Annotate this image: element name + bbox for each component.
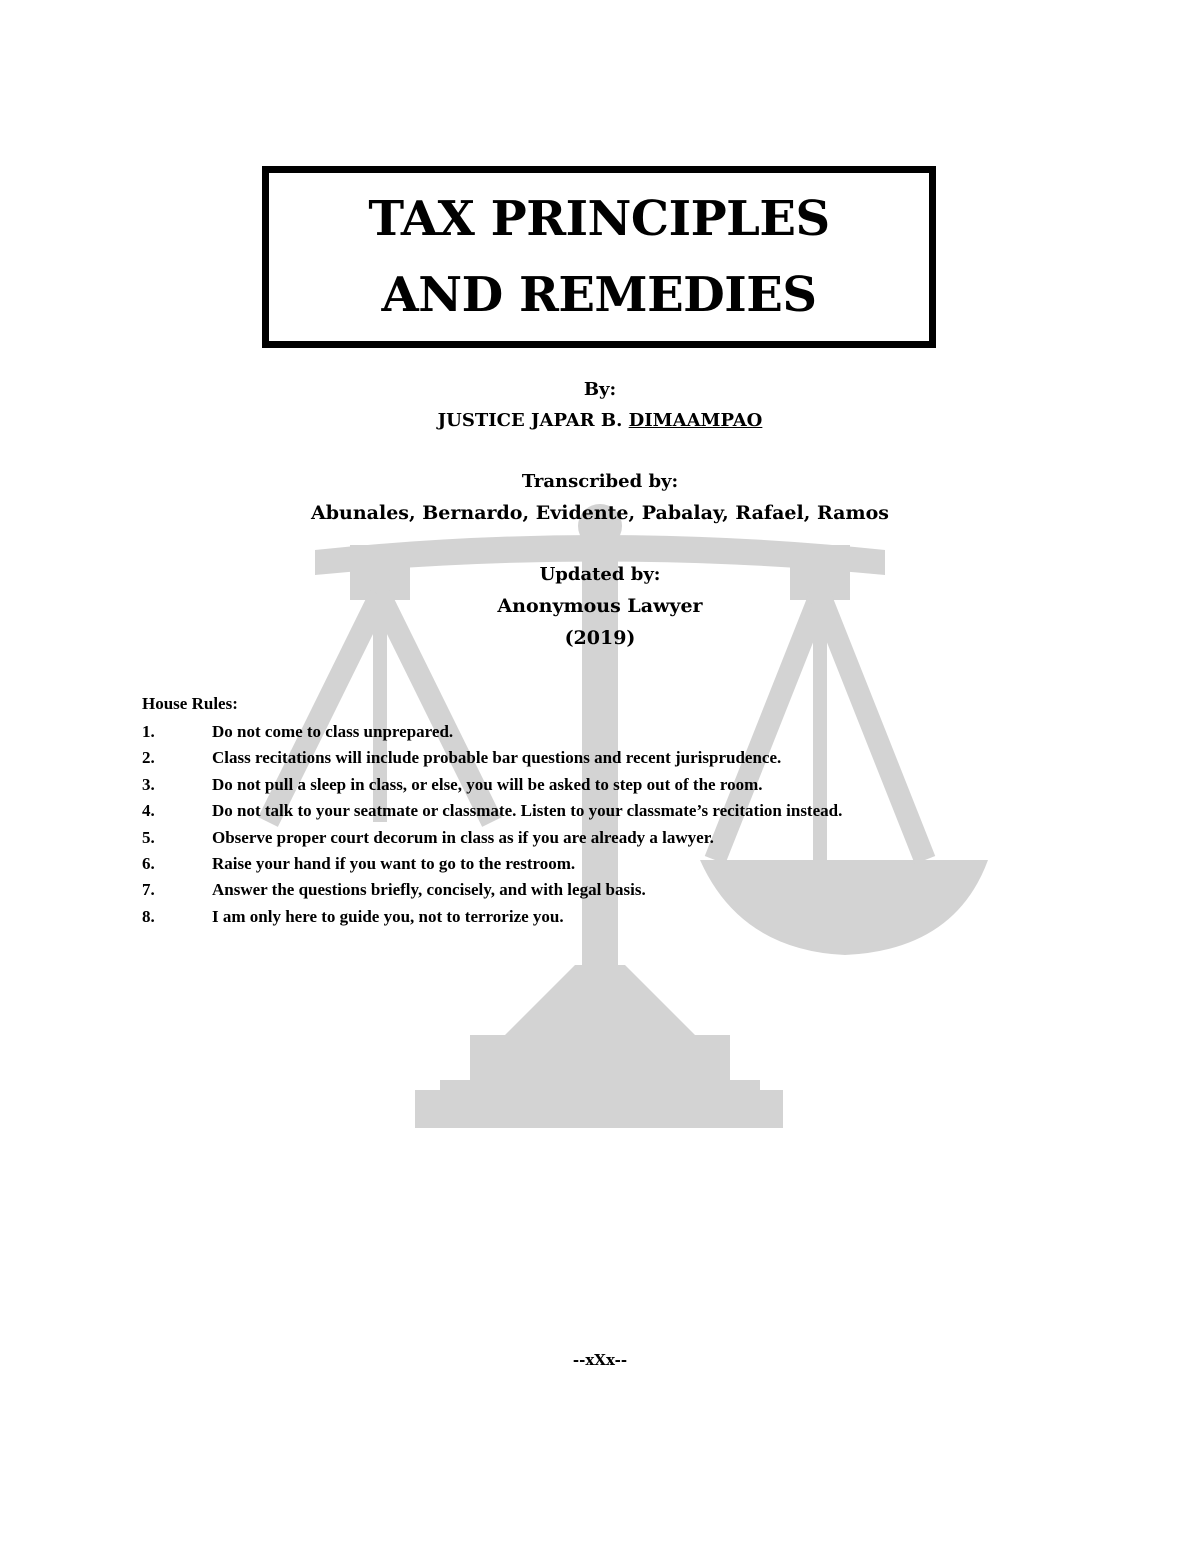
rule-number: 8. [142,906,155,926]
house-rules [142,692,1022,930]
house-rule-8 [142,904,1022,930]
author-line [0,405,1200,436]
rule-number: 3. [142,774,155,794]
transcribers-list: Abunales, Bernardo, Evidente, Pabalay, Rafael, Ramos [311,502,889,524]
house-rule-3 [142,772,1022,798]
house-rule-1 [142,719,1022,745]
house-rules-heading: House Rules: [142,694,238,713]
updater-name: Anonymous Lawyer [497,595,703,617]
by-label: By: [583,379,617,400]
title-line-1: TAX PRINCIPLES [368,191,830,247]
house-rule-2 [142,745,1022,771]
updated-label: Updated by: [539,564,661,585]
rule-text: I am only here to guide you, not to terrorize you. [212,906,564,926]
rule-number: 2. [142,748,155,768]
transcribed-label: Transcribed by: [521,471,679,492]
author-surname: DIMAAMPAO [628,410,763,431]
house-rule-6 [142,851,1022,877]
rule-text: Class recitations will include probable bar questions and recent jurisprudence. [212,748,782,768]
rule-text: Do not pull a sleep in class, or else, you will be asked to step out of the room. [212,774,763,794]
rule-number: 4. [142,801,155,821]
author-prefix: JUSTICE JAPAR B. [437,410,623,431]
title-box [262,166,936,348]
rule-text: Answer the questions briefly, concisely, and with legal basis. [212,880,646,900]
house-rules-list [142,719,1022,930]
rule-number: 6. [142,854,155,874]
footer-mark: --xXx-- [572,1351,628,1369]
rule-number: 1. [142,722,155,741]
house-rule-7 [142,877,1022,903]
rule-text: Do not talk to your seatmate or classmate. Listen to your classmate’s recitation instead. [212,801,843,821]
house-rule-4 [142,798,1022,824]
rule-text: Raise your hand if you want to go to the restroom. [212,854,576,874]
rule-text: Observe proper court decorum in class as if you are already a lawyer. [212,827,714,847]
credits-block [0,374,1200,654]
rule-text: Do not come to class unprepared. [212,722,454,741]
rule-number: 5. [142,827,155,847]
house-rule-5 [142,825,1022,851]
title-line-2: AND REMEDIES [381,267,817,323]
rule-number: 7. [142,880,155,900]
year: (2019) [564,627,636,649]
